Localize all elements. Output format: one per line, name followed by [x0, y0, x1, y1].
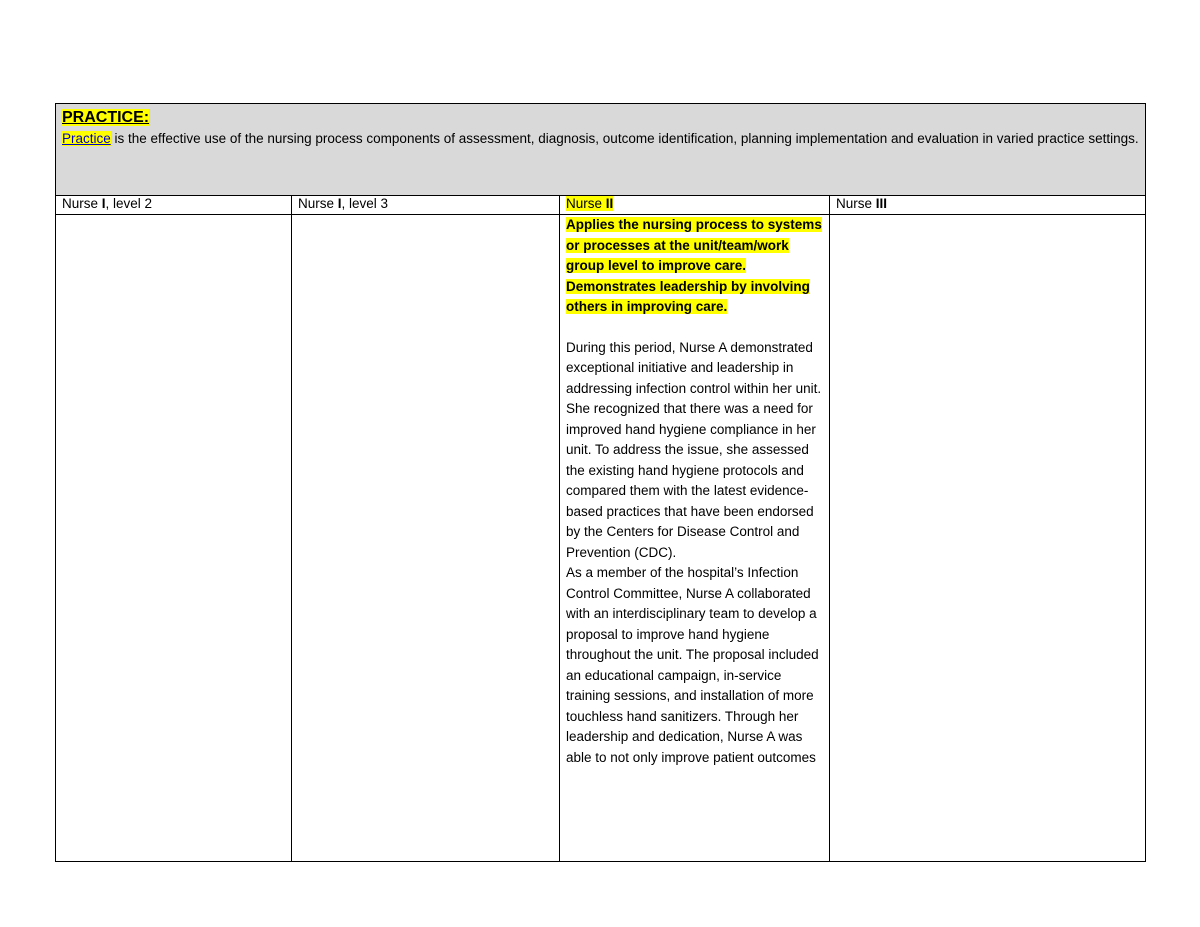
nurse-2-paragraph-1: During this period, Nurse A demonstrated exceptional initiative and leadership in addressing infection control within her unit. She recognized that there was a need for improved hand hygiene compliance in her unit. To address the issue, she assessed the existing hand hygiene protocols and compared them with the latest evidence-based practices that have been endorsed by the Centers for Disease Control and Prevention (CDC). [566, 339, 822, 560]
practice-title-text: PRACTICE: [62, 109, 150, 126]
practice-description-text: is the effective use of the nursing process components of assessment, diagnosis, outcome identification, planning implementation and evaluation in varied practice settings. [110, 131, 1139, 146]
col-prefix: Nurse [836, 196, 876, 211]
column-header-nurse-2 [560, 196, 830, 215]
column-header-nurse-1-level-3 [292, 196, 560, 215]
practice-header-row [56, 104, 1146, 196]
col-prefix: Nurse [566, 196, 606, 211]
content-row [56, 215, 1146, 862]
col-prefix: Nurse [298, 196, 338, 211]
cell-nurse-1-level-2[interactable] [56, 215, 292, 862]
practice-table [55, 103, 1146, 862]
cell-nurse-1-level-3[interactable] [292, 215, 560, 862]
practice-title [62, 107, 1139, 129]
column-header-nurse-2-highlight [566, 196, 613, 211]
nurse-2-criteria [566, 215, 823, 318]
column-header-row [56, 196, 1146, 215]
cell-nurse-2[interactable] [560, 215, 830, 862]
practice-term-link[interactable]: Practice [62, 131, 111, 146]
paragraph-spacer [566, 318, 823, 338]
col-prefix: Nurse [62, 196, 102, 211]
cell-nurse-3[interactable] [830, 215, 1146, 862]
col-suffix: , level 2 [105, 196, 153, 211]
column-header-nurse-3 [830, 196, 1146, 215]
nurse-2-paragraph-2: As a member of the hospital’s Infection Control Committee, Nurse A collaborated with an interdisciplinary team to develop a proposal to improve hand hygiene throughout the unit. The proposal included an educational campaign, in-service training sessions, and installation of more touchless hand sanitizers. Through her leadership and dedication, Nurse A was able to not only improve patient outcomes [566, 565, 819, 765]
column-header-nurse-1-level-2 [56, 196, 292, 215]
practice-header-cell [56, 104, 1146, 196]
nurse-2-criteria-text: Applies the nursing process to systems or processes at the unit/team/work group level to improve care. Demonstrates leadership by involving others in improving care. [566, 217, 822, 314]
col-level: II [605, 196, 614, 211]
col-level: III [875, 196, 888, 211]
col-level: I [337, 196, 342, 211]
col-level: I [101, 196, 106, 211]
col-suffix: , level 3 [341, 196, 389, 211]
practice-description [62, 129, 1139, 149]
